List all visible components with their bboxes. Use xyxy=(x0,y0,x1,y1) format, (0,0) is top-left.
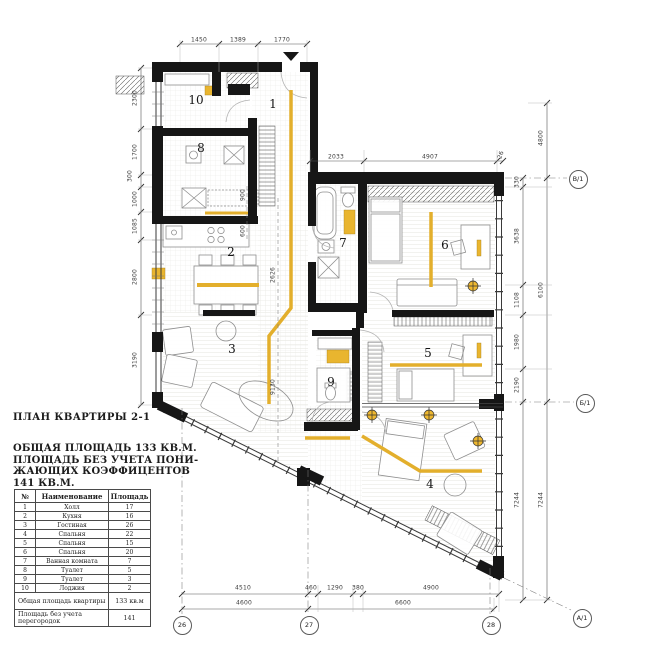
dim-label: 600 xyxy=(239,224,247,238)
area-note xyxy=(13,443,198,489)
areas-table-body xyxy=(15,503,151,627)
dim-label: 2190 xyxy=(513,376,521,394)
room-number: 1 xyxy=(269,97,277,111)
grid-bubble: А/1 xyxy=(573,609,592,628)
dim-label: 9130 xyxy=(269,378,277,396)
area-note-line: ОБЩАЯ ПЛОЩАДЬ 133 КВ.М. xyxy=(13,443,197,454)
dim-label: 4907 xyxy=(421,153,439,161)
dim-label: 1108 xyxy=(513,291,521,309)
dim-label: 4800 xyxy=(537,129,545,147)
area-note-line: 141 КВ.М. xyxy=(13,477,75,489)
table-footer-row: Общая площадь квартиры 133 кв.м xyxy=(15,593,151,610)
table-row: 6 Спальня 20 xyxy=(15,548,151,557)
dim-label: 4600 xyxy=(235,599,253,607)
dim-label: 4900 xyxy=(422,584,440,592)
room-number: 6 xyxy=(441,238,449,252)
dim-label: 6100 xyxy=(537,281,545,299)
dim-label: 6600 xyxy=(394,599,412,607)
table-row: 8 Туалет 5 xyxy=(15,566,151,575)
dim-label: 1290 xyxy=(326,584,344,592)
table-row: 3 Гостиная 26 xyxy=(15,521,151,530)
dim-label: 2626 xyxy=(269,266,277,284)
page-title: ПЛАН КВАРТИРЫ 2-1 xyxy=(13,412,151,423)
room-number: 10 xyxy=(188,93,204,107)
room-number: 7 xyxy=(339,236,347,250)
dim-label: 1450 xyxy=(190,36,208,44)
dim-label: 380 xyxy=(351,584,365,592)
entrance-triangle-icon xyxy=(283,52,299,61)
room-number: 2 xyxy=(227,245,235,259)
table-row: 1 Холл 17 xyxy=(15,503,151,512)
dim-label: 26 xyxy=(496,150,506,160)
grid-bubble: Б/1 xyxy=(576,394,595,413)
grid-bubble: 27 xyxy=(300,616,319,635)
col-name-header: Наименование xyxy=(36,490,109,503)
dim-label: 3638 xyxy=(513,227,521,245)
room-number: 4 xyxy=(426,477,434,491)
col-num-header: № xyxy=(15,490,36,503)
dim-label: 1980 xyxy=(513,333,521,351)
table-row: 2 Кухня 16 xyxy=(15,512,151,521)
dim-label: 1000 xyxy=(131,190,139,208)
table-row: 10 Лоджия 2 xyxy=(15,584,151,593)
room-number: 5 xyxy=(424,346,432,360)
table-row: 7 Ванная комната 7 xyxy=(15,557,151,566)
room-number: 8 xyxy=(197,141,205,155)
room-number: 9 xyxy=(327,375,335,389)
dim-label: 300 xyxy=(126,169,134,183)
areas-table xyxy=(14,489,151,627)
dim-label: 1700 xyxy=(131,143,139,161)
dim-label: 460 xyxy=(304,584,318,592)
table-footer-row: Площадь без учета перегородок 141 xyxy=(15,610,151,627)
room-number: 3 xyxy=(228,342,236,356)
table-row: 5 Спальня 15 xyxy=(15,539,151,548)
area-note-line: ЖАЮЩИХ КОЭФФИЦЕНТОВ xyxy=(13,466,191,477)
dim-label: 2300 xyxy=(131,89,139,107)
dim-label: 1085 xyxy=(131,217,139,235)
dim-label: 4510 xyxy=(234,584,252,592)
dim-label: 2033 xyxy=(327,153,345,161)
grid-bubble: В/1 xyxy=(569,170,588,189)
area-note-line: ПЛОЩАДЬ БЕЗ УЧЕТА ПОНИ- xyxy=(13,454,199,466)
areas-table-header xyxy=(15,490,151,503)
dim-label: 900 xyxy=(239,188,247,202)
table-row: 4 Спальня 22 xyxy=(15,530,151,539)
dim-label: 3190 xyxy=(131,351,139,369)
dim-label: 1389 xyxy=(229,36,247,44)
col-area-header: Площадь xyxy=(109,490,151,503)
table-row: 9 Туалет 3 xyxy=(15,575,151,584)
dim-label: 7244 xyxy=(537,491,545,509)
dim-label: 2800 xyxy=(131,268,139,286)
dim-label: 330 xyxy=(513,175,521,189)
dim-label: 1770 xyxy=(273,36,291,44)
dim-label: 7244 xyxy=(513,491,521,509)
grid-bubble: 26 xyxy=(173,616,192,635)
grid-bubble: 28 xyxy=(482,616,501,635)
